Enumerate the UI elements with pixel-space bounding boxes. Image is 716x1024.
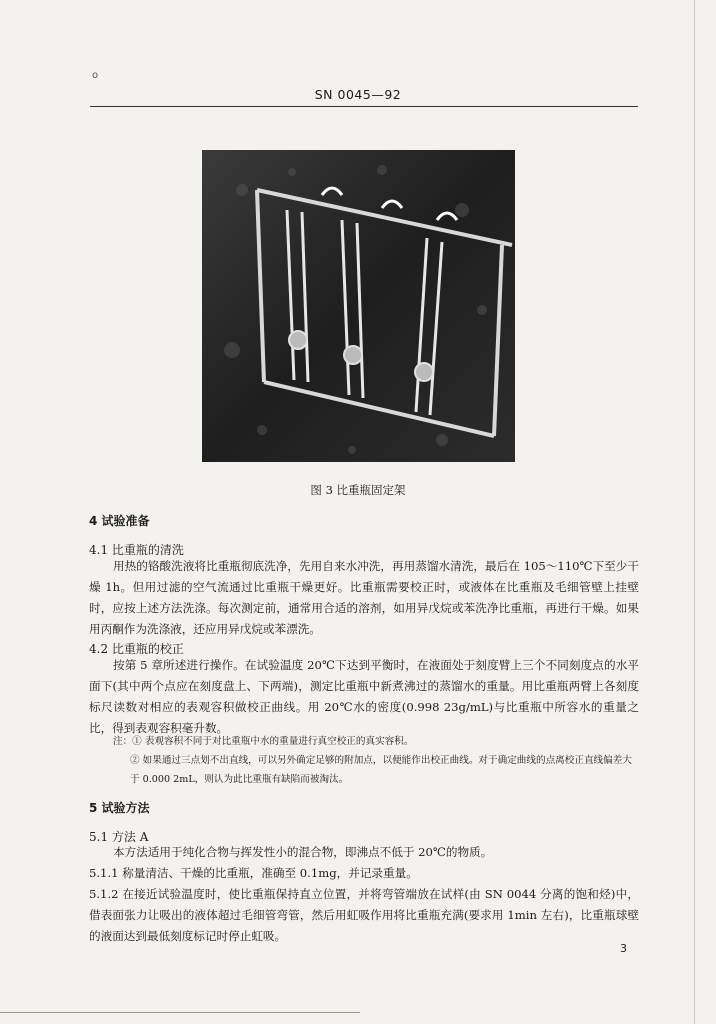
section-5-1-2-text: 5.1.2 在接近试验温度时，使比重瓶保持直立位置，并将弯管端放在试样(由 SN 0044 分离的饱和烃)中，借表面张力让吸出的液体超过毛细管弯管，然后用虹吸作用将比重瓶充满(要求用 1min 左右)，比重瓶球壁的液面达到最低刻度标记时停止虹吸。 [89, 887, 639, 943]
section-5-1-1-text: 5.1.1 称量清洁、干燥的比重瓶，准确至 0.1mg，并记录重量。 [89, 866, 418, 880]
photo-figure [202, 150, 515, 462]
scan-edge-right [694, 0, 695, 1024]
section-4-1-text: 用热的铬酸洗液将比重瓶彻底洗净，先用自来水冲洗，再用蒸馏水清洗，最后在 105～110℃下至少干燥 1h。但用过滤的空气流通过比重瓶干燥更好。比重瓶需要校正时，或液体在比重瓶及毛细管壁上挂壁时，应按上述方法洗涤。每次测定前，通常用合适的溶剂，如用异戊烷或苯洗净比重瓶，再进行干燥。如果用丙酮作为洗涤液，还应用异戊烷或苯漂洗。 [89, 559, 639, 636]
note-2: ② 如果通过三点划不出直线，可以另外确定足够的附加点，以便能作出校正曲线。对于确定曲线的点离校正直线偏差大于 0.000 2mL，则认为此比重瓶有缺陷而被淘汰。 [130, 755, 632, 785]
section-5-1-heading: 5.1 方法 A [89, 830, 149, 844]
section-4-1-heading: 4.1 比重瓶的清洗 [89, 543, 184, 557]
scan-edge-bottom [0, 1012, 360, 1013]
section-4-2-heading: 4.2 比重瓶的校正 [89, 642, 184, 656]
section-5-1-text: 本方法适用于纯化合物与挥发性小的混合物，即沸点不低于 20℃的物质。 [113, 845, 493, 859]
photo-icon [202, 150, 515, 462]
section-5-heading: 5 试验方法 [89, 801, 150, 815]
note-1: 注：① 表观容积不同于对比重瓶中水的重量进行真空校正的真实容积。 [113, 736, 414, 747]
standard-code-header: SN 0045—92 [314, 87, 402, 102]
figure-caption: 图 3 比重瓶固定架 [310, 483, 406, 497]
section-4-heading: 4 试验准备 [89, 514, 150, 528]
header-rule [90, 106, 638, 107]
page-number: 3 [620, 942, 627, 955]
corner-mark: o [92, 70, 99, 81]
section-4-2-text: 按第 5 章所述进行操作。在试验温度 20℃下达到平衡时，在液面处于刻度臂上三个不同刻度点的水平面下(其中两个点应在刻度盘上、下两端)，测定比重瓶中新煮沸过的蒸馏水的重量。用比重瓶两臂上各刻度标尺读数对相应的表观容积做校正曲线。用 20℃水的密度(0.998 23g/mL)与比重瓶中所容水的重量之比，得到表观容积毫升数。 [89, 658, 639, 735]
